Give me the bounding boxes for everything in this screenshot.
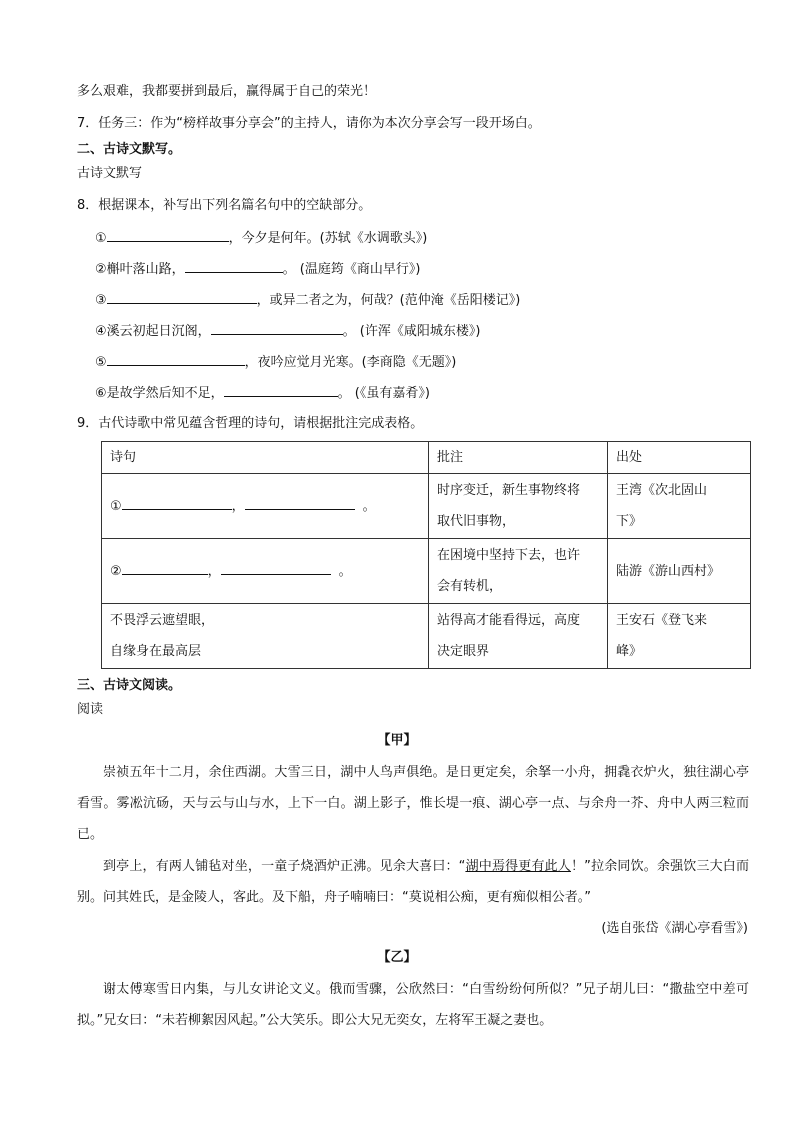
poem-cell — [102, 604, 429, 669]
answer-blank[interactable] — [122, 495, 232, 510]
separator: ， — [231, 498, 245, 514]
item-text: 槲叶落山路， — [106, 262, 185, 277]
item-number: ④ — [95, 324, 107, 339]
text-run: 到亭上，有两人铺毡对坐，一童子烧酒炉正沸。见余大喜曰：“ — [103, 859, 466, 874]
continued-text: 多么艰难，我都要拼到最后，赢得属于自己的荣光！ — [77, 84, 377, 99]
source-cell — [608, 539, 751, 604]
item-number: ⑥ — [95, 386, 107, 401]
note-cell — [429, 604, 608, 669]
source-cell — [608, 474, 751, 539]
source-line: 下》 — [616, 514, 643, 529]
note-line: 在困境中坚持下去，也许 — [437, 548, 581, 563]
q8-item-6 — [95, 382, 430, 404]
passage-yi-paragraph: 谢太傅寒雪日内集，与儿女讲论文义。俄而雪骤，公欣然曰：“白雪纷纷何所似？”兄子胡儿曰：“撒盐空中差可拟。”兄女曰：“未若柳絮因风起。”公大笑乐。即公大兄无奕女，左将军王凝之妻也。 — [77, 982, 749, 1028]
item-text: 。 (许浑《咸阳城东楼》) — [342, 324, 481, 339]
answer-blank[interactable] — [122, 560, 208, 575]
note-line: 取代旧事物， — [437, 514, 516, 529]
item-text: ，夜吟应觉月光寒。(李商隐《无题》) — [244, 355, 457, 370]
section-3-subtitle: 阅读 — [77, 702, 104, 717]
section-2-title: 二、古诗文默写。 — [77, 142, 182, 157]
q8-item-4 — [95, 320, 480, 342]
header-poem: 诗句 — [102, 442, 429, 474]
source-line: 峰》 — [616, 644, 643, 659]
answer-blank[interactable] — [221, 560, 331, 575]
answer-blank[interactable] — [107, 227, 229, 242]
header-source: 出处 — [608, 442, 751, 474]
text-run: ！”拉余同饮。余强饮三大白而别。问其姓氏，是金陵人，客此。及下船，舟子喃喃曰：“莫说相公痴，更有痴似相公者。” — [77, 859, 749, 905]
passage-jia-source: (选自张岱《湖心亭看雪》) — [601, 921, 748, 936]
item-number: ② — [95, 262, 107, 277]
answer-blank[interactable] — [224, 382, 338, 397]
poem-cell — [102, 474, 429, 539]
answer-blank[interactable] — [185, 258, 283, 273]
source-cell — [608, 604, 751, 669]
terminator: 。 — [362, 498, 376, 514]
q8-item-5 — [95, 351, 456, 373]
poem-line: 自缘身在最高层 — [110, 644, 202, 659]
passage-jia-paragraph-2 — [77, 851, 749, 913]
item-text: 是故学然后知不足， — [106, 386, 224, 401]
header-note: 批注 — [429, 442, 608, 474]
source-line: 王安石《登飞来 — [616, 613, 708, 628]
item-number: ① — [95, 231, 107, 246]
item-text: 。 (《虽有嘉肴》) — [337, 386, 430, 401]
q8-item-2 — [95, 258, 420, 280]
item-text: 。 (温庭筠《商山早行》) — [282, 262, 421, 277]
note-line: 会有转机， — [437, 579, 503, 594]
question-8-prompt: 8．根据课本，补写出下列名篇名句中的空缺部分。 — [77, 198, 372, 213]
passage-jia-paragraph-1: 崇祯五年十二月，余住西湖。大雪三日，湖中人鸟声俱绝。是日更定矣，余拏一小舟，拥毳衣炉火，独往湖心亭看雪。雾凇沆砀，天与云与山与水，上下一白。湖上影子，惟长堤一痕、湖心亭一点、与余舟一芥、舟中人两三粒而已。 — [77, 765, 749, 842]
item-number: ⑤ — [95, 355, 107, 370]
separator: ， — [207, 563, 221, 579]
poem-line: 不畏浮云遮望眼， — [110, 613, 215, 628]
note-line: 站得高才能看得远，高度 — [437, 613, 581, 628]
section-3-title: 三、古诗文阅读。 — [77, 678, 182, 693]
section-2-subtitle: 古诗文默写 — [77, 166, 143, 181]
row-number: ① — [110, 498, 122, 514]
source-line: 陆游《游山西村》 — [616, 563, 721, 579]
table-header-row — [102, 442, 751, 474]
question-7: 7．任务三：作为“榜样故事分享会”的主持人，请你为本次分享会写一段开场白。 — [77, 116, 541, 131]
source-line: 王湾《次北固山 — [616, 483, 708, 498]
item-text: ，今夕是何年。(苏轼《水调歌头》) — [228, 231, 428, 246]
terminator: 。 — [338, 563, 352, 579]
poetry-table — [101, 441, 751, 669]
note-line: 决定眼界 — [437, 644, 490, 659]
row-number: ② — [110, 563, 122, 579]
poem-cell — [102, 539, 429, 604]
q8-item-1 — [95, 227, 427, 249]
note-cell — [429, 539, 608, 604]
answer-blank[interactable] — [211, 320, 343, 335]
note-cell — [429, 474, 608, 539]
item-number: ③ — [95, 293, 107, 308]
answer-blank[interactable] — [107, 351, 245, 366]
table-row — [102, 604, 751, 669]
answer-blank[interactable] — [245, 495, 355, 510]
table-row — [102, 539, 751, 604]
q8-item-3 — [95, 289, 520, 311]
answer-blank[interactable] — [107, 289, 257, 304]
table-row — [102, 474, 751, 539]
item-text: ，或异二者之为，何哉？(范仲淹《岳阳楼记》) — [256, 293, 521, 308]
question-9-prompt: 9．古代诗歌中常见蕴含哲理的诗句，请根据批注完成表格。 — [77, 416, 424, 431]
note-line: 时序变迁，新生事物终将 — [437, 483, 581, 498]
passage-yi-heading: 【乙】 — [377, 950, 417, 965]
item-text: 溪云初起日沉阁， — [106, 324, 211, 339]
underlined-sentence: 湖中焉得更有此人 — [465, 859, 571, 874]
passage-jia-heading: 【甲】 — [377, 733, 417, 748]
